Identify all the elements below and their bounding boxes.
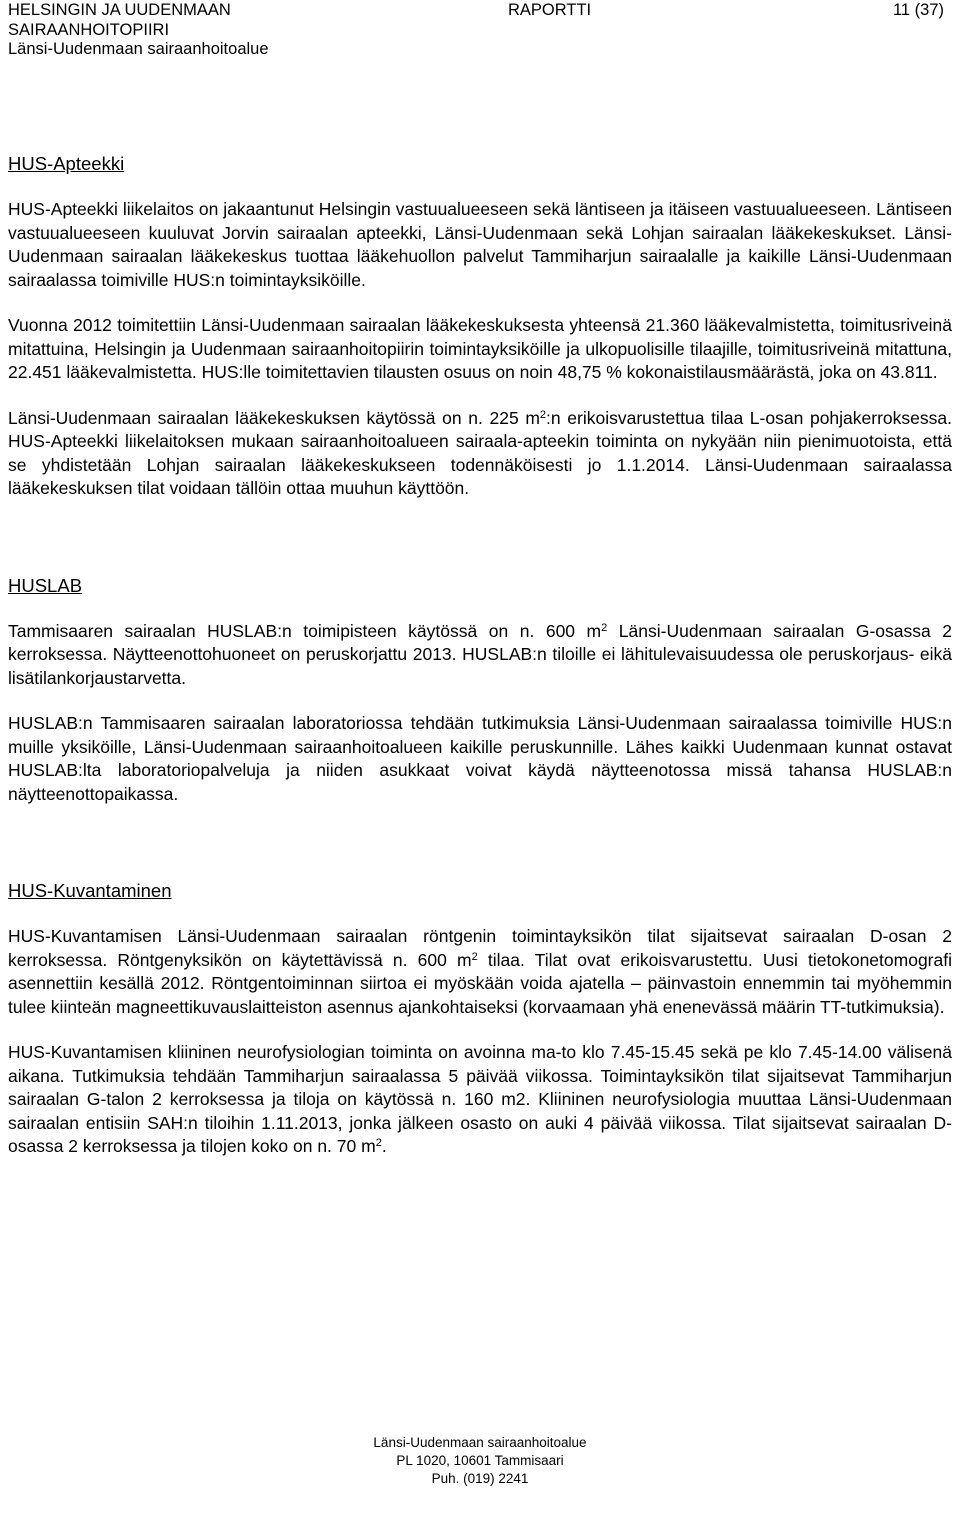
superscript: 2 xyxy=(375,1137,382,1149)
section-heading: HUSLAB xyxy=(8,574,83,596)
org-name-line1: HELSINGIN JA UUDENMAAN xyxy=(8,1,231,19)
section-hus-apteekki xyxy=(8,152,952,501)
section-heading: HUS-Apteekki xyxy=(8,153,125,174)
section-heading: HUS-Kuvantaminen xyxy=(8,880,172,901)
footer-phone: Puh. (019) 2241 xyxy=(431,1471,529,1486)
page-footer xyxy=(0,1434,960,1488)
document-type: RAPORTTI xyxy=(508,1,592,19)
superscript: 2 xyxy=(539,408,547,421)
section-huslab xyxy=(8,574,952,807)
superscript: 2 xyxy=(471,950,478,963)
document-body xyxy=(8,152,952,1159)
page-number: 11 (37) xyxy=(892,1,944,19)
footer-unit: Länsi-Uudenmaan sairaanhoitoalue xyxy=(373,1435,587,1450)
paragraph: Länsi-Uudenmaan sairaalan lääkekeskuksen käytössä on n. 225 $m^2:n$ erikoisvarustettua tilaa L-osan pohjakerroksessa. HUS-Apteekki liikelaitoksen mukaan sairaanhoitoalueen sairaala-apteekin toiminta on nykyään niin pienimuotoista, että se yhdistetään Lohjan sairaalan lääkekeskukseen todennäköisesti jo 1.1.2014. Länsi-Uudenmaan sairaalassa lääkekeskuksen tilat voidaan tällöin ottaa muuhun käyttöön. xyxy=(8,407,952,498)
org-name-line2: SAIRAANHOITOPIIRI xyxy=(8,20,170,39)
paragraph: Vuonna 2012 toimitettiin Länsi-Uudenmaan sairaalan lääkekeskuksesta yhteensä 21.360 lääkevalmistetta, toimitusriveinä mitattuina, Helsingin ja Uudenmaan sairaanhoitopiirin toimintayksiköille ja ulkopuolisille tilaajille, toimitusriveinä mitattuna, 22.451 lääkevalmistetta. HUS:lle toimitettavien tilausten osuus on noin 48,75 % kokonaistilausmäärästä, joka on 43.811. xyxy=(8,315,952,382)
org-unit: Länsi-Uudenmaan sairaanhoitoalue xyxy=(8,40,269,58)
paragraph: HUS-Kuvantamisen Länsi-Uudenmaan sairaalan röntgenin toimintayksikön tilat sijaitsevat sairaalan D-osan 2 kerroksessa. Röntgenyksikön on käytettävissä n. 600 $m^2$ tilaa. Tilat ovat erikoisvarustettu. Uusi tietokonetomografi asennettiin kesällä 2012. Röntgentoiminnan siirtoa ei myöskään voida ajatella – päinvastoin ennemmin tai myöhemmin tulee kiinteän magneettikuvauslaitteiston asennus ajankohtaiseksi (korvaamaan yhä enenevässä määrin TT-tutkimuksia). xyxy=(8,926,952,1017)
paragraph: HUS-Apteekki liikelaitos on jakaantunut Helsingin vastuualueeseen sekä läntiseen ja itäiseen vastuualueeseen. Läntiseen vastuualueeseen kuuluvat Jorvin sairaalan apteekki, Länsi-Uudenmaan sekä Lohjan sairaalan lääkekeskukset. Länsi-Uudenmaan sairaalan lääkekeskus tuottaa lääkehuollon palvelut Tammiharjun sairaalalle ja kaikille Länsi-Uudenmaan sairaalassa toimiville HUS:n toimintayksiköille. xyxy=(8,199,952,290)
paragraph: Tammisaaren sairaalan HUSLAB:n toimipisteen käytössä on n. 600 $m^2$ Länsi-Uudenmaan sairaalan G-osassa 2 kerroksessa. Näytteenottohuoneet on peruskorjattu 2013. HUSLAB:n tiloille ei lähitulevaisuudessa ole peruskorjaus- eikä lisätilankorjaustarvetta. xyxy=(8,620,953,688)
section-hus-kuvantaminen xyxy=(8,879,952,1159)
footer-address: PL 1020, 10601 Tammisaari xyxy=(396,1453,564,1468)
paragraph: HUS-Kuvantamisen kliininen neurofysiologian toiminta on avoinna ma-to klo 7.45-15.45 sekä pe klo 7.45-14.00 välisenä aikana. Tutkimuksia tehdään Tammiharjun sairaalassa 5 päivää viikossa. Toimintayksikön tilat sijaitsevat Tammiharjun sairaalan G-talon 2 kerroksessa ja tiloja on käytössä n. 160 m2. Kliininen neurofysiologia muuttaa Länsi-Uudenmaan sairaalan entisiin SAH:n tiloihin 1.11.2013, jonka jälkeen osasto on auki 4 päivää viikossa. Tilat sijaitsevat sairaalan D-osassa 2 kerroksessa ja tilojen koko on n. 70 $m^2$. xyxy=(8,1042,952,1156)
superscript: 2 xyxy=(601,621,608,634)
paragraph: HUSLAB:n Tammisaaren sairaalan laboratoriossa tehdään tutkimuksia Länsi-Uudenmaan sairaalassa toimiville HUS:n muille yksiköille, Länsi-Uudenmaan sairaanhoitoalueen kaikille peruskunnille. Lähes kaikki Uudenmaan kunnat ostavat HUSLAB:lta laboratoriopalveluja ja niiden asukkaat voivat käydä näytteenotossa missä tahansa HUSLAB:n näytteenottopaikassa. xyxy=(8,713,952,804)
org-block xyxy=(8,1,269,60)
